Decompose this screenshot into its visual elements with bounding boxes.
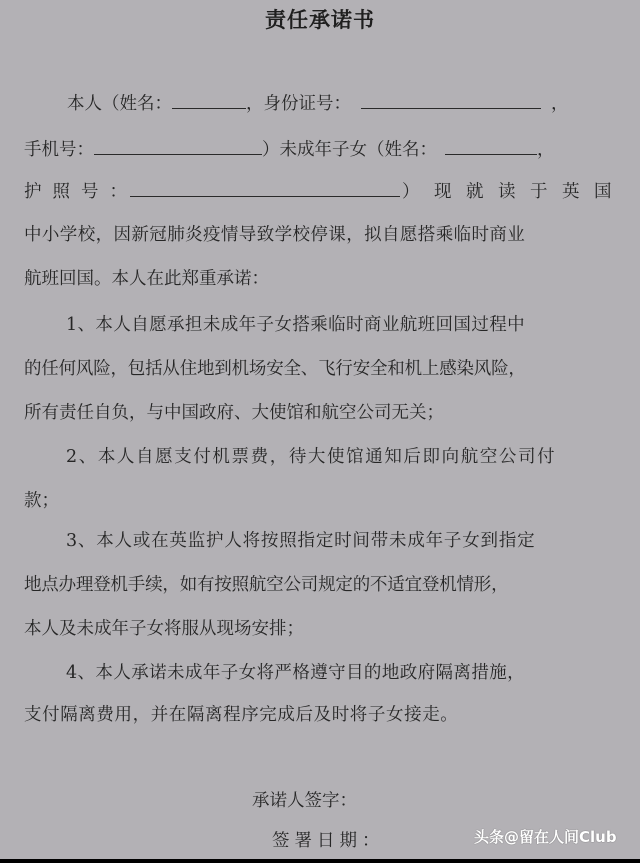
commitment-item-3-line-1: 3、本人或在英监护人将按照指定时间带未成年子女到指定 (66, 531, 536, 551)
intro-line-3 (24, 178, 626, 204)
id-number-blank-field[interactable] (361, 90, 541, 109)
document-title: 责任承诺书 (265, 8, 375, 32)
phone-blank-field[interactable] (94, 136, 262, 155)
commitment-item-4-line-2: 支付隔离费用，并在隔离程序完成后及时将子女接走。 (24, 705, 459, 725)
commitment-item-2-line-1: 2、本人自愿支付机票费，待大使馆通知后即向航空公司付 (66, 447, 557, 467)
comma-text: ， (551, 94, 569, 114)
comma-text: ， (537, 140, 555, 160)
commitment-item-1-line-2: 的任何风险，包括从住地到机场安全、飞行安全和机上感染风险， (24, 359, 526, 379)
intro-line-1 (67, 90, 569, 116)
studying-in-uk-text: ）现就读于英国 (402, 182, 626, 202)
commitment-item-2-line-2: 款； (24, 491, 59, 511)
commitment-item-1-line-3: 所有责任自负，与中国政府、大使馆和航空公司无关； (24, 403, 444, 423)
commitment-item-4-line-1: 4、本人承诺未成年子女将严格遵守目的地政府隔离措施， (66, 663, 526, 683)
name-blank-field[interactable] (172, 90, 246, 109)
commitment-item-3-line-2: 地点办理登机手续，如有按照航空公司规定的不适宜登机情形， (24, 575, 509, 595)
intro-line-2 (24, 136, 555, 162)
commitment-item-1-line-1: 1、本人自愿承担未成年子女搭乘临时商业航班回国过程中 (66, 315, 526, 335)
commitment-item-3-line-3: 本人及未成年子女将服从现场安排； (24, 619, 304, 639)
passport-blank-field[interactable] (130, 178, 400, 197)
signing-date-label: 签署日期： (272, 831, 385, 851)
child-name-blank-field[interactable] (445, 136, 537, 155)
intro-line-4: 中小学校，因新冠肺炎疫情导致学校停课，拟自愿搭乘临时商业 (24, 225, 526, 245)
id-number-label: ，身份证号： (246, 94, 351, 114)
phone-label: 手机号： (24, 140, 94, 160)
intro-line-5: 航班回国。本人在此郑重承诺： (24, 269, 269, 289)
name-label: 本人（姓名： (67, 94, 172, 114)
child-name-label: ）未成年子女（姓名： (262, 140, 437, 160)
signer-signature-label: 承诺人签字： (252, 791, 357, 811)
source-watermark: 头条@留在人间Club (474, 828, 617, 846)
passport-label: 护照号： (24, 182, 138, 202)
